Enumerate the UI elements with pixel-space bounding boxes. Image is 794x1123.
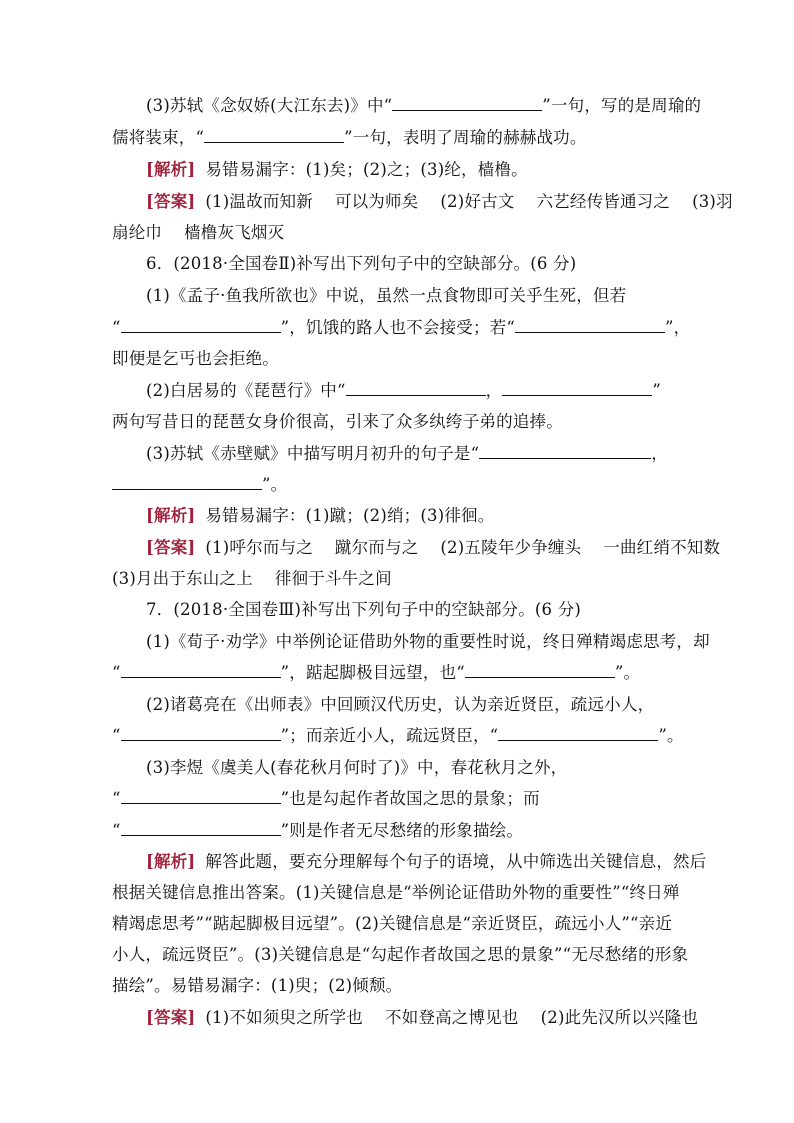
q7-title: 7．(2018·全国卷Ⅲ)补写出下列句子中的空缺部分。(6 分) [146, 600, 582, 619]
q5-answer-2: 可以为师矣 [334, 192, 419, 211]
answer-blank [121, 663, 281, 678]
q5-answer-6: 扇纶巾 [112, 223, 163, 242]
answer-tag: [答案] [146, 538, 196, 557]
q6-part2-line1 [146, 381, 661, 401]
q5-analysis-text: 易错易漏字：(1)矣；(2)之；(3)纶，樯橹。 [205, 160, 528, 179]
q6-part2-text-a: (2)白居易的《琵琶行》中“ [146, 381, 346, 400]
q7-answer-2: 不如登高之博见也 [385, 1008, 519, 1027]
q7-part2-text-d: ”。 [658, 726, 684, 745]
q5-answer-3: (2)好古文 [440, 192, 515, 211]
q5-answer-1: (1)温故而知新 [205, 192, 313, 211]
answer-tag: [答案] [146, 192, 196, 211]
q5-answer-4: 六艺经传皆通习之 [536, 192, 671, 211]
analysis-tag: [解析] [146, 506, 196, 525]
q5-part3-text-b: ”一句，写的是周瑜的 [542, 96, 702, 115]
q7-answer-3: (2)此先汉所以兴隆也 [540, 1008, 699, 1027]
q7-part2-text-b: “ [112, 726, 121, 745]
q6-answer-6: 徘徊于斗牛之间 [274, 569, 392, 588]
q6-analysis [146, 506, 494, 526]
q5-answer-line1 [146, 192, 733, 212]
q7-part1-text-b: “ [112, 663, 121, 682]
q6-part1-line1: (1)《孟子·鱼我所欲也》中说，虽然一点食物即可关乎生死，但若 [146, 286, 627, 305]
q5-part3-line2 [112, 128, 587, 148]
q6-part3-text-b: ， [651, 444, 668, 463]
q7-analysis-line4: 小人，疏远贤臣”。(3)关键信息是“勾起作者故国之思的景象”“无尽愁绪的形象 [112, 945, 689, 964]
q5-analysis [146, 160, 528, 180]
q7-part2-line1: (2)诸葛亮在《出师表》中回顾汉代历史，认为亲近贤臣，疏远小人， [146, 695, 655, 714]
answer-blank [112, 475, 262, 490]
q6-answer-line2 [112, 569, 392, 589]
q7-analysis-1: 解答此题，要充分理解每个句子的语境，从中筛选出关键信息，然后 [205, 852, 707, 871]
q6-part3-text-a: (3)苏轼《赤壁赋》中描写明月初升的句子是“ [146, 444, 480, 463]
q6-part1-line2 [112, 318, 690, 338]
answer-blank [121, 821, 281, 836]
q7-part3-line1: (3)李煜《虞美人(春花秋月何时了)》中，春花秋月之外， [146, 758, 568, 777]
q7-part3-text-b: “ [112, 789, 121, 808]
q6-part3-line2 [112, 475, 287, 495]
q6-analysis-text: 易错易漏字：(1)蹴；(2)绡；(3)徘徊。 [205, 506, 495, 525]
q6-answer-3: (2)五陵年少争缠头 [440, 538, 582, 557]
q5-answer-line2 [112, 223, 284, 243]
q6-part2-text-c: ” [652, 381, 661, 400]
q6-part2-line2: 两句写昔日的琵琶女身价很高，引来了众多纨绔子弟的追捧。 [112, 412, 563, 431]
q5-answer-5: (3)羽 [692, 192, 733, 211]
q7-answer-1: (1)不如须臾之所学也 [205, 1008, 363, 1027]
q6-part1-line3: 即便是乞丐也会拒绝。 [112, 349, 279, 368]
q6-answer-line1 [146, 538, 720, 558]
answer-blank [204, 128, 344, 143]
analysis-tag: [解析] [146, 160, 196, 179]
answer-blank [479, 444, 651, 459]
q7-part1-line2 [112, 663, 640, 683]
q6-title: 6．(2018·全国卷Ⅱ)补写出下列句子中的空缺部分。(6 分) [146, 254, 577, 273]
q6-part1-text-c: ”，饥饿的路人也不会接受；若“ [280, 318, 516, 337]
q6-part1-text-b: “ [112, 318, 121, 337]
q6-part1-text-d: ”， [665, 318, 691, 337]
q7-part3-text-c: ”也是勾起作者故国之思的景象；而 [280, 789, 540, 808]
q5-part3-text-c: 儒将装束，“ [112, 128, 205, 147]
answer-blank [121, 318, 281, 333]
q6-part3-text-c: ”。 [262, 475, 288, 494]
q7-answer-line1 [146, 1008, 698, 1028]
q7-analysis-line5: 描绘”。易错易漏字：(1)臾；(2)倾颓。 [112, 976, 403, 995]
q7-part3-text-d: “ [112, 821, 121, 840]
answer-blank [121, 789, 281, 804]
q7-analysis-line3: 精竭虑思考”“踮起脚极目远望”。(2)关键信息是“亲近贤臣，疏远小人”“亲近 [112, 914, 673, 933]
q7-analysis-line2: 根据关键信息推出答案。(1)关键信息是“举例论证借助外物的重要性”“终日殚 [112, 883, 680, 902]
answer-tag: [答案] [146, 1008, 196, 1027]
q5-answer-7: 樯橹灰飞烟灭 [184, 223, 285, 242]
q6-part2-text-b: ， [485, 381, 503, 400]
q7-part1-text-d: ”。 [614, 663, 641, 682]
answer-blank [346, 381, 486, 396]
q6-answer-4: 一曲红绡不知数 [603, 538, 721, 557]
q7-analysis-line1 [146, 852, 706, 872]
q6-answer-2: 蹴尔而与之 [334, 538, 419, 557]
answer-blank [392, 96, 542, 111]
q6-answer-1: (1)呼尔而与之 [205, 538, 313, 557]
q6-part3-line1 [146, 444, 668, 464]
q5-part3-line1 [146, 96, 701, 116]
q5-part3-text-d: ”一句，表明了周瑜的赫赫战功。 [344, 128, 587, 147]
q5-part3-text-a: (3)苏轼《念奴娇(大江东去)》中“ [146, 96, 393, 115]
q7-part1-text-c: ”，踮起脚极目远望，也“ [280, 663, 465, 682]
answer-blank [465, 663, 615, 678]
q7-part2-text-c: ”；而亲近小人，疏远贤臣，“ [280, 726, 499, 745]
q7-part3-line3 [112, 821, 523, 841]
q7-part1-line1: (1)《荀子·劝学》中举例论证借助外物的重要性时说，终日殚精竭虑思考，却 [146, 632, 710, 651]
answer-blank [502, 381, 652, 396]
q7-part3-line2 [112, 789, 540, 809]
q7-part2-line2 [112, 726, 684, 746]
q6-answer-5: (3)月出于东山之上 [112, 569, 253, 588]
q7-part3-text-e: ”则是作者无尽愁绪的形象描绘。 [280, 821, 524, 840]
answer-blank [121, 726, 281, 741]
answer-blank [498, 726, 658, 741]
answer-blank [515, 318, 665, 333]
analysis-tag: [解析] [146, 852, 196, 871]
